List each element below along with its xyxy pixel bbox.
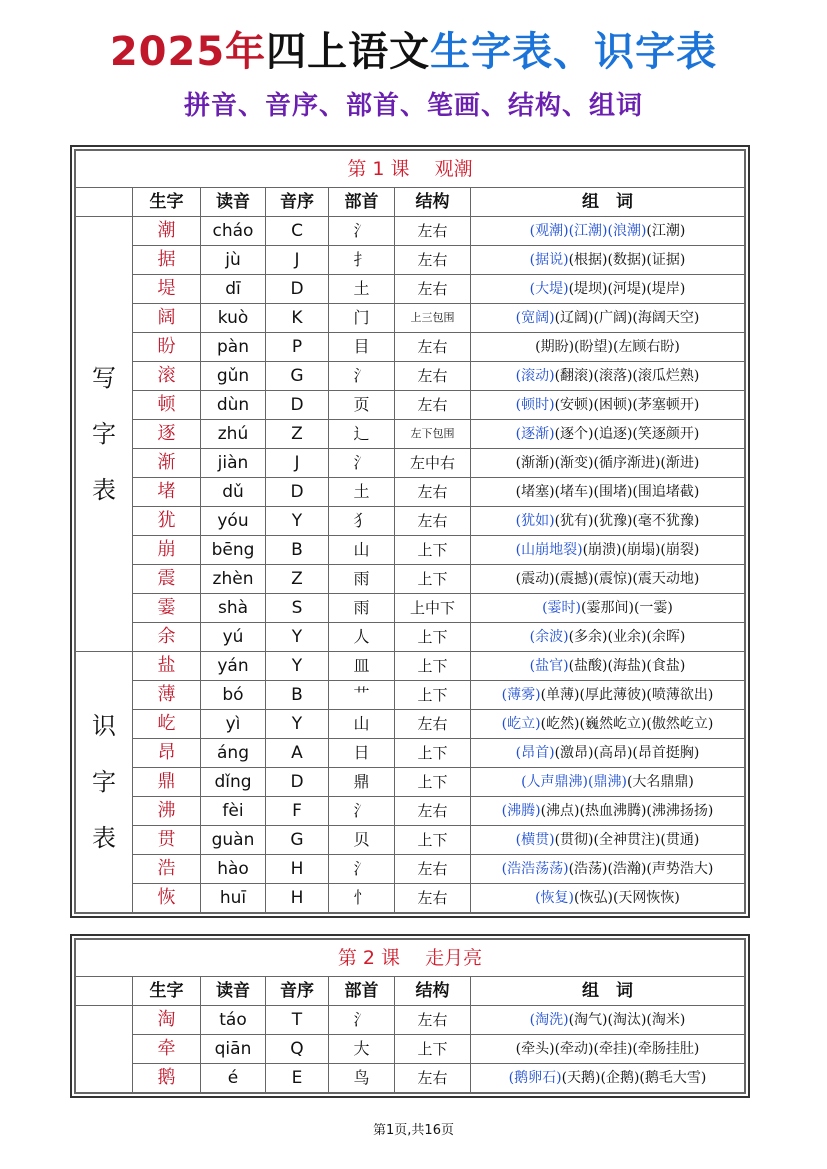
radical-cell: 艹 — [329, 681, 395, 710]
words-cell — [471, 391, 745, 420]
group-blank-cell — [76, 1006, 133, 1093]
table-row — [76, 652, 745, 681]
words-cell — [471, 623, 745, 652]
sound-order-cell: B — [266, 536, 329, 565]
radical-cell: 氵 — [329, 449, 395, 478]
other-words: (根据)(数据)(证据) — [568, 252, 686, 268]
sound-order-cell: Z — [266, 565, 329, 594]
words-cell — [471, 739, 745, 768]
pinyin-cell: dǐng — [201, 768, 266, 797]
table-row — [76, 449, 745, 478]
radical-cell: 皿 — [329, 652, 395, 681]
structure-cell: 左右 — [395, 275, 471, 304]
header-pinyin: 读音 — [201, 188, 266, 217]
structure-cell: 左右 — [395, 217, 471, 246]
table-row — [76, 623, 745, 652]
other-words: (堤坝)(河堤)(堤岸) — [568, 281, 686, 297]
pinyin-cell: jù — [201, 246, 266, 275]
structure-cell: 左右 — [395, 797, 471, 826]
sound-order-cell: K — [266, 304, 329, 333]
sound-order-cell: E — [266, 1064, 329, 1093]
words-cell — [471, 536, 745, 565]
table-row — [76, 333, 745, 362]
table-row — [76, 884, 745, 913]
character-cell: 恢 — [133, 884, 201, 913]
table-row — [76, 246, 745, 275]
character-cell: 犹 — [133, 507, 201, 536]
words-cell — [471, 275, 745, 304]
title-topic: 生字表、识字表 — [430, 29, 718, 75]
structure-cell: 左右 — [395, 1006, 471, 1035]
sound-order-cell: A — [266, 739, 329, 768]
pinyin-cell: bēng — [201, 536, 266, 565]
other-words: (震动)(震撼)(震惊)(震天动地) — [515, 571, 700, 587]
table-row — [76, 565, 745, 594]
radical-cell: 氵 — [329, 1006, 395, 1035]
header-order: 音序 — [266, 188, 329, 217]
character-cell: 贯 — [133, 826, 201, 855]
sound-order-cell: G — [266, 826, 329, 855]
structure-cell: 左中右 — [395, 449, 471, 478]
words-cell — [471, 652, 745, 681]
words-cell — [471, 681, 745, 710]
radical-cell: 土 — [329, 478, 395, 507]
radical-cell: 雨 — [329, 594, 395, 623]
radical-cell: 鼎 — [329, 768, 395, 797]
page-footer: 第1页,共16页 — [373, 1123, 454, 1138]
highlighted-words: (滚动) — [515, 368, 555, 384]
pinyin-cell: huī — [201, 884, 266, 913]
character-cell: 薄 — [133, 681, 201, 710]
page-title — [0, 26, 827, 78]
words-cell — [471, 449, 745, 478]
structure-cell: 左右 — [395, 507, 471, 536]
table-row — [76, 1006, 745, 1035]
pinyin-cell: shà — [201, 594, 266, 623]
words-cell — [471, 304, 745, 333]
highlighted-words: (山崩地裂) — [515, 542, 583, 558]
pinyin-cell: pàn — [201, 333, 266, 362]
other-words: (单薄)(厚此薄彼)(喷薄欲出) — [540, 687, 714, 703]
sound-order-cell: D — [266, 768, 329, 797]
words-cell — [471, 333, 745, 362]
character-cell: 盐 — [133, 652, 201, 681]
words-cell — [471, 768, 745, 797]
pinyin-cell: é — [201, 1064, 266, 1093]
highlighted-words: (大堤) — [529, 281, 569, 297]
other-words: (贯彻)(全神贯注)(贯通) — [554, 832, 700, 848]
sound-order-cell: Y — [266, 623, 329, 652]
sound-order-cell: C — [266, 217, 329, 246]
structure-cell: 上下 — [395, 768, 471, 797]
sound-order-cell: J — [266, 449, 329, 478]
words-cell — [471, 710, 745, 739]
pinyin-cell: guàn — [201, 826, 266, 855]
words-cell — [471, 1035, 745, 1064]
other-words: (辽阔)(广阔)(海阔天空) — [554, 310, 700, 326]
character-cell: 牵 — [133, 1035, 201, 1064]
table-row — [76, 391, 745, 420]
pinyin-cell: kuò — [201, 304, 266, 333]
character-cell: 崩 — [133, 536, 201, 565]
words-cell — [471, 1064, 745, 1093]
structure-cell: 上中下 — [395, 594, 471, 623]
words-cell — [471, 478, 745, 507]
header-blank — [76, 977, 133, 1006]
table-row — [76, 855, 745, 884]
pinyin-cell: zhú — [201, 420, 266, 449]
structure-cell: 上下 — [395, 652, 471, 681]
pinyin-cell: gǔn — [201, 362, 266, 391]
table-row — [76, 507, 745, 536]
highlighted-words: (观潮)(江潮)(浪潮) — [529, 223, 647, 239]
write-group-label: 写 字 表 — [76, 217, 133, 652]
sound-order-cell: D — [266, 391, 329, 420]
structure-cell: 左右 — [395, 246, 471, 275]
character-cell: 据 — [133, 246, 201, 275]
character-cell: 堤 — [133, 275, 201, 304]
sound-order-cell: J — [266, 246, 329, 275]
radical-cell: 扌 — [329, 246, 395, 275]
table-row — [76, 681, 745, 710]
structure-cell: 左右 — [395, 362, 471, 391]
table-row — [76, 217, 745, 246]
character-cell: 逐 — [133, 420, 201, 449]
header-words: 组 词 — [471, 977, 745, 1006]
other-words: (大名鼎鼎) — [626, 774, 694, 790]
pinyin-cell: fèi — [201, 797, 266, 826]
other-words: (盐酸)(海盐)(食盐) — [568, 658, 686, 674]
structure-cell: 上下 — [395, 1035, 471, 1064]
structure-cell: 左右 — [395, 710, 471, 739]
radical-cell: 忄 — [329, 884, 395, 913]
sound-order-cell: G — [266, 362, 329, 391]
other-words: (崩溃)(崩塌)(崩裂) — [582, 542, 700, 558]
page-subtitle: 拼音、音序、部首、笔画、结构、组词 — [183, 91, 643, 121]
radical-cell: 氵 — [329, 362, 395, 391]
character-cell: 顿 — [133, 391, 201, 420]
header-radical: 部首 — [329, 977, 395, 1006]
pinyin-cell: yú — [201, 623, 266, 652]
pinyin-cell: dǔ — [201, 478, 266, 507]
highlighted-words: (宽阔) — [515, 310, 555, 326]
header-pinyin: 读音 — [201, 977, 266, 1006]
pinyin-cell: zhèn — [201, 565, 266, 594]
sound-order-cell: D — [266, 275, 329, 304]
radical-cell: 犭 — [329, 507, 395, 536]
other-words: (天鹅)(企鹅)(鹅毛大雪) — [561, 1070, 707, 1086]
header-blank — [76, 188, 133, 217]
radical-cell: 氵 — [329, 855, 395, 884]
table-row — [76, 739, 745, 768]
table-row — [76, 797, 745, 826]
other-words: (浩荡)(浩瀚)(声势浩大) — [568, 861, 714, 877]
sound-order-cell: Y — [266, 507, 329, 536]
pinyin-cell: dùn — [201, 391, 266, 420]
other-words: (沸点)(热血沸腾)(沸沸扬扬) — [540, 803, 714, 819]
pinyin-cell: hào — [201, 855, 266, 884]
sound-order-cell: Y — [266, 710, 329, 739]
character-cell: 鼎 — [133, 768, 201, 797]
sound-order-cell: B — [266, 681, 329, 710]
header-char: 生字 — [133, 188, 201, 217]
structure-cell: 上下 — [395, 565, 471, 594]
words-cell — [471, 507, 745, 536]
structure-cell: 上下 — [395, 739, 471, 768]
character-cell: 屹 — [133, 710, 201, 739]
structure-cell: 左右 — [395, 333, 471, 362]
highlighted-words: (恢复) — [535, 890, 575, 906]
character-cell: 潮 — [133, 217, 201, 246]
character-cell: 余 — [133, 623, 201, 652]
structure-cell: 左右 — [395, 1064, 471, 1093]
character-cell: 昂 — [133, 739, 201, 768]
highlighted-words: (横贯) — [515, 832, 555, 848]
words-cell — [471, 246, 745, 275]
sound-order-cell: H — [266, 855, 329, 884]
table-row — [76, 420, 745, 449]
pinyin-cell: táo — [201, 1006, 266, 1035]
read-group-label: 识 字 表 — [76, 652, 133, 913]
other-words: (霎那间)(一霎) — [581, 600, 673, 616]
radical-cell: 辶 — [329, 420, 395, 449]
table-row — [76, 536, 745, 565]
structure-cell: 左右 — [395, 478, 471, 507]
character-cell: 滚 — [133, 362, 201, 391]
other-words: (安顿)(困顿)(茅塞顿开) — [554, 397, 700, 413]
sound-order-cell: T — [266, 1006, 329, 1035]
words-cell — [471, 797, 745, 826]
other-words: (屹然)(巍然屹立)(傲然屹立) — [540, 716, 714, 732]
sound-order-cell: Q — [266, 1035, 329, 1064]
radical-cell: 日 — [329, 739, 395, 768]
character-cell: 震 — [133, 565, 201, 594]
other-words: (逐个)(追逐)(笑逐颜开) — [554, 426, 700, 442]
sound-order-cell: Y — [266, 652, 329, 681]
table-row — [76, 1064, 745, 1093]
other-words: (恢弘)(天网恢恢) — [574, 890, 680, 906]
title-grade: 四上语文 — [266, 29, 431, 75]
highlighted-words: (余波) — [529, 629, 569, 645]
table-row — [76, 710, 745, 739]
structure-cell: 上三包围 — [395, 304, 471, 333]
highlighted-words: (犹如) — [515, 513, 555, 529]
character-cell: 渐 — [133, 449, 201, 478]
character-cell: 盼 — [133, 333, 201, 362]
structure-cell: 上下 — [395, 536, 471, 565]
radical-cell: 人 — [329, 623, 395, 652]
pinyin-cell: bó — [201, 681, 266, 710]
table-header — [76, 188, 745, 217]
table-row — [76, 362, 745, 391]
radical-cell: 页 — [329, 391, 395, 420]
highlighted-words: (顿时) — [515, 397, 555, 413]
table-header — [76, 977, 745, 1006]
highlighted-words: (霎时) — [542, 600, 582, 616]
structure-cell: 上下 — [395, 681, 471, 710]
highlighted-words: (逐渐) — [515, 426, 555, 442]
radical-cell: 氵 — [329, 797, 395, 826]
header-char: 生字 — [133, 977, 201, 1006]
radical-cell: 目 — [329, 333, 395, 362]
radical-cell: 门 — [329, 304, 395, 333]
other-words: (牵头)(牵动)(牵挂)(牵肠挂肚) — [515, 1041, 700, 1057]
lesson-2-table — [75, 939, 745, 1093]
highlighted-words: (浩浩荡荡) — [501, 861, 569, 877]
words-cell — [471, 1006, 745, 1035]
highlighted-words: (昂首) — [515, 745, 555, 761]
lesson-2-section — [70, 934, 750, 1098]
radical-cell: 氵 — [329, 217, 395, 246]
words-cell — [471, 826, 745, 855]
character-cell: 堵 — [133, 478, 201, 507]
structure-cell: 上下 — [395, 623, 471, 652]
words-cell — [471, 362, 745, 391]
character-cell: 霎 — [133, 594, 201, 623]
pinyin-cell: cháo — [201, 217, 266, 246]
radical-cell: 山 — [329, 536, 395, 565]
highlighted-words: (据说) — [529, 252, 569, 268]
words-cell — [471, 884, 745, 913]
other-words: (淘气)(淘汰)(淘米) — [568, 1012, 686, 1028]
words-cell — [471, 855, 745, 884]
sound-order-cell: D — [266, 478, 329, 507]
pinyin-cell: yóu — [201, 507, 266, 536]
pinyin-cell: yán — [201, 652, 266, 681]
other-words: (堵塞)(堵车)(围堵)(围追堵截) — [515, 484, 700, 500]
sound-order-cell: H — [266, 884, 329, 913]
radical-cell: 土 — [329, 275, 395, 304]
table-row — [76, 768, 745, 797]
lesson-1-table — [75, 150, 745, 913]
radical-cell: 山 — [329, 710, 395, 739]
other-words: (犹有)(犹豫)(毫不犹豫) — [554, 513, 700, 529]
pinyin-cell: yì — [201, 710, 266, 739]
structure-cell: 左右 — [395, 884, 471, 913]
character-cell: 淘 — [133, 1006, 201, 1035]
highlighted-words: (人声鼎沸)(鼎沸) — [521, 774, 627, 790]
lesson-1-title: 第 1 课 观潮 — [76, 151, 745, 188]
words-cell — [471, 420, 745, 449]
lesson-1-section — [70, 145, 750, 918]
other-words: (渐渐)(渐变)(循序渐进)(渐进) — [515, 455, 700, 471]
structure-cell: 左右 — [395, 855, 471, 884]
header-words: 组 词 — [471, 188, 745, 217]
character-cell: 阔 — [133, 304, 201, 333]
table-row — [76, 594, 745, 623]
structure-cell: 上下 — [395, 826, 471, 855]
other-words: (多余)(业余)(余晖) — [568, 629, 686, 645]
table-row — [76, 478, 745, 507]
structure-cell: 左下包围 — [395, 420, 471, 449]
sound-order-cell: Z — [266, 420, 329, 449]
radical-cell: 雨 — [329, 565, 395, 594]
highlighted-words: (沸腾) — [501, 803, 541, 819]
character-cell: 浩 — [133, 855, 201, 884]
pinyin-cell: qiān — [201, 1035, 266, 1064]
other-words: (江潮) — [646, 223, 686, 239]
pinyin-cell: dī — [201, 275, 266, 304]
sound-order-cell: F — [266, 797, 329, 826]
title-year: 2025年 — [109, 29, 267, 75]
radical-cell: 贝 — [329, 826, 395, 855]
highlighted-words: (薄雾) — [501, 687, 541, 703]
character-cell: 鹅 — [133, 1064, 201, 1093]
highlighted-words: (盐官) — [529, 658, 569, 674]
table-row — [76, 304, 745, 333]
character-cell: 沸 — [133, 797, 201, 826]
pinyin-cell: jiàn — [201, 449, 266, 478]
table-row — [76, 826, 745, 855]
highlighted-words: (屹立) — [501, 716, 541, 732]
sound-order-cell: P — [266, 333, 329, 362]
structure-cell: 左右 — [395, 391, 471, 420]
other-words: (期盼)(盼望)(左顾右盼) — [535, 339, 680, 355]
other-words: (翻滚)(滚落)(滚瓜烂熟) — [554, 368, 700, 384]
highlighted-words: (淘洗) — [529, 1012, 569, 1028]
words-cell — [471, 565, 745, 594]
header-structure: 结构 — [395, 977, 471, 1006]
table-row — [76, 1035, 745, 1064]
highlighted-words: (鹅卵石) — [508, 1070, 562, 1086]
pinyin-cell: áng — [201, 739, 266, 768]
words-cell — [471, 217, 745, 246]
lesson-2-title: 第 2 课 走月亮 — [76, 940, 745, 977]
header-radical: 部首 — [329, 188, 395, 217]
words-cell — [471, 594, 745, 623]
radical-cell: 大 — [329, 1035, 395, 1064]
header-structure: 结构 — [395, 188, 471, 217]
sound-order-cell: S — [266, 594, 329, 623]
radical-cell: 鸟 — [329, 1064, 395, 1093]
header-order: 音序 — [266, 977, 329, 1006]
table-row — [76, 275, 745, 304]
other-words: (激昂)(高昂)(昂首挺胸) — [554, 745, 700, 761]
